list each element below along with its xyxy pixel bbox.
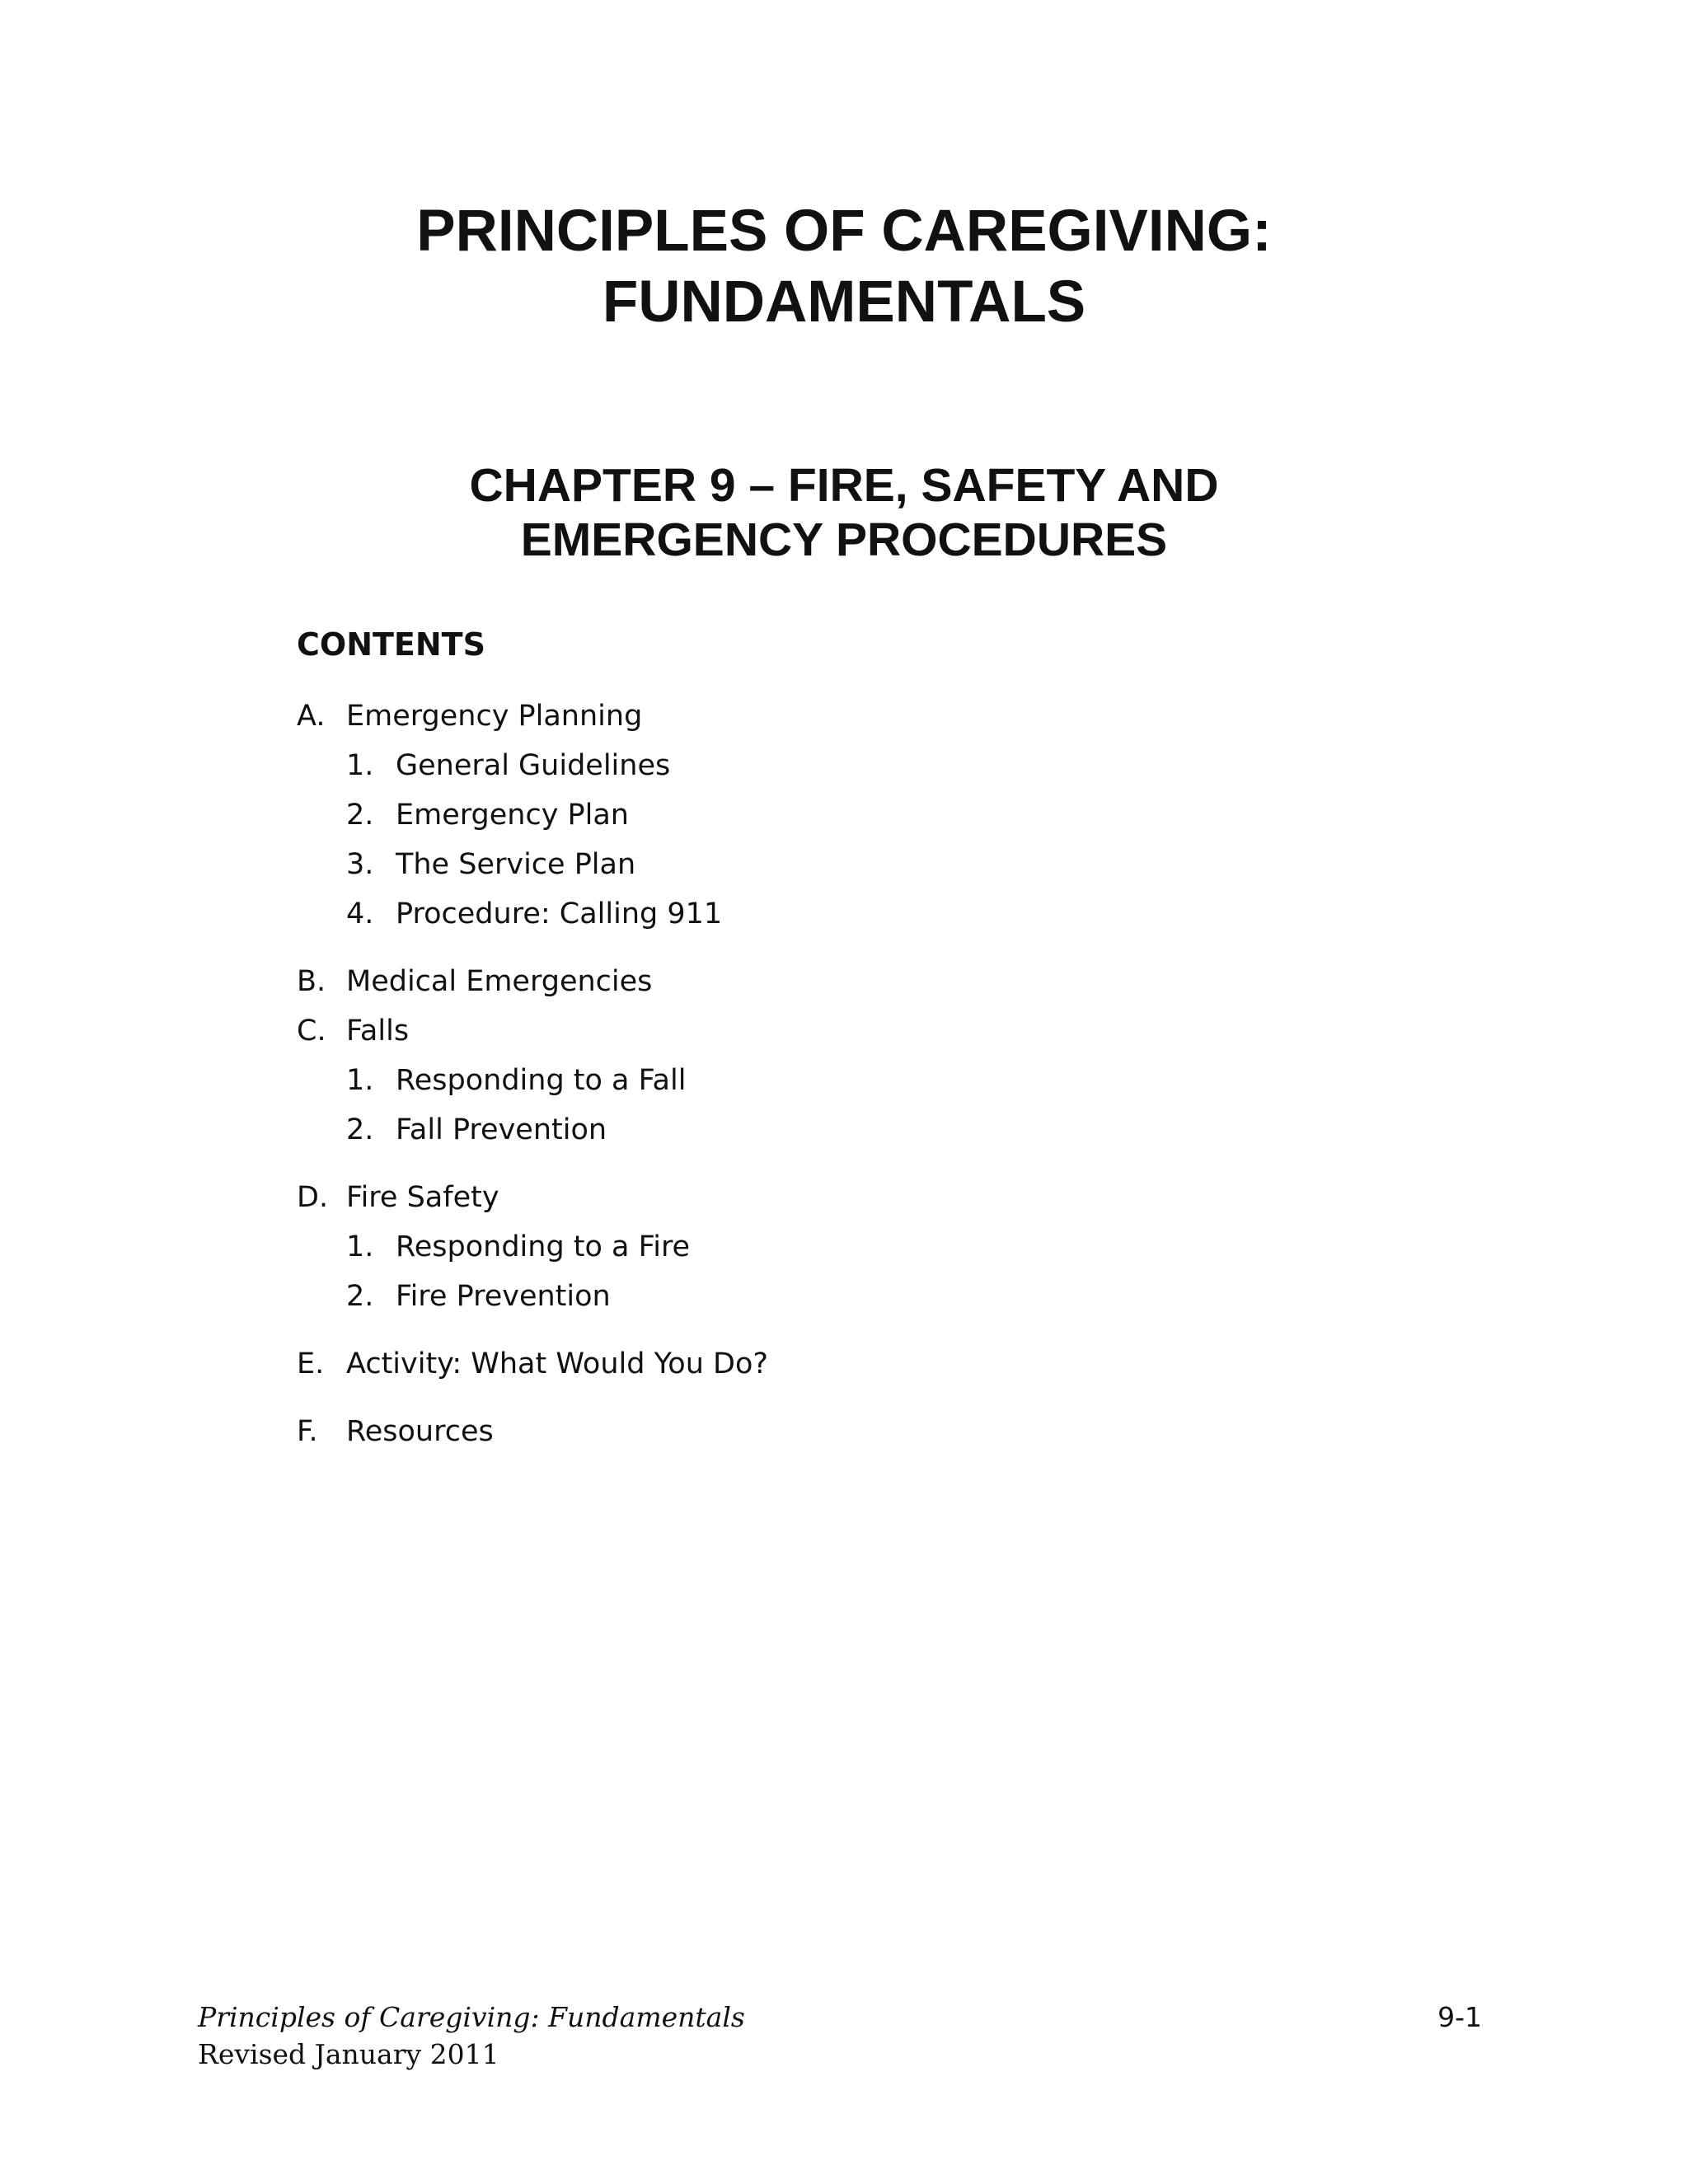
toc-label: General Guidelines (396, 749, 671, 782)
toc-marker: 1. (346, 749, 374, 782)
toc-marker: 4. (346, 898, 374, 930)
toc-marker: 1. (346, 1064, 374, 1097)
toc-label: Responding to a Fall (396, 1064, 687, 1097)
toc-label: Activity: What Would You Do? (346, 1347, 768, 1380)
toc-item-falls[interactable] (297, 1010, 409, 1052)
toc-marker: 2. (346, 1113, 374, 1146)
contents-heading: CONTENTS (297, 626, 485, 663)
toc-marker: 3. (346, 848, 374, 881)
toc-item-general-guidelines[interactable] (346, 745, 670, 786)
page-title-line-1: PRINCIPLES OF CAREGIVING: (416, 199, 1272, 264)
toc-marker: A. (297, 700, 326, 733)
toc-label: Fall Prevention (396, 1113, 607, 1146)
chapter-title (0, 458, 1688, 567)
toc-label: Emergency Plan (396, 799, 629, 832)
toc-marker: 1. (346, 1230, 374, 1263)
toc-item-resources[interactable] (297, 1411, 494, 1452)
toc-item-responding-to-fire[interactable] (346, 1226, 690, 1268)
toc-marker: D. (297, 1181, 329, 1214)
chapter-title-line-2: EMERGENCY PROCEDURES (520, 513, 1168, 566)
toc-item-emergency-plan[interactable] (346, 794, 629, 836)
toc-label: Responding to a Fire (396, 1230, 691, 1263)
toc-item-fire-safety[interactable] (297, 1177, 499, 1218)
footer-book-title: Principles of Caregiving: Fundamentals (198, 2001, 745, 2033)
footer-revised-date: Revised January 2011 (198, 2038, 499, 2070)
toc-item-emergency-planning[interactable] (297, 696, 642, 737)
footer (198, 1999, 745, 2073)
toc-item-fire-prevention[interactable] (346, 1276, 611, 1317)
toc-marker: C. (297, 1015, 326, 1047)
toc-marker: 2. (346, 799, 374, 832)
page-title-line-2: FUNDAMENTALS (602, 269, 1086, 335)
toc-item-calling-911[interactable] (346, 893, 722, 935)
toc-marker: F. (297, 1415, 318, 1448)
toc-marker: E. (297, 1347, 325, 1380)
toc-label: Falls (346, 1015, 410, 1047)
toc-item-activity[interactable] (297, 1343, 768, 1385)
toc-item-responding-to-fall[interactable] (346, 1060, 686, 1101)
toc-label: Fire Safety (346, 1181, 499, 1214)
chapter-title-line-1: CHAPTER 9 – FIRE, SAFETY AND (469, 459, 1219, 512)
toc-marker: B. (297, 965, 326, 998)
toc-marker: 2. (346, 1280, 374, 1313)
page-title (0, 196, 1688, 338)
toc-label: The Service Plan (396, 848, 636, 881)
toc-item-fall-prevention[interactable] (346, 1109, 607, 1151)
toc-label: Emergency Planning (346, 700, 643, 733)
footer-page-number: 9-1 (1437, 2001, 1482, 2033)
toc-label: Medical Emergencies (346, 965, 653, 998)
toc-item-medical-emergencies[interactable] (297, 961, 652, 1002)
toc-label: Procedure: Calling 911 (396, 898, 723, 930)
toc-item-service-plan[interactable] (346, 844, 635, 885)
toc-label: Resources (346, 1415, 494, 1448)
toc-label: Fire Prevention (396, 1280, 611, 1313)
